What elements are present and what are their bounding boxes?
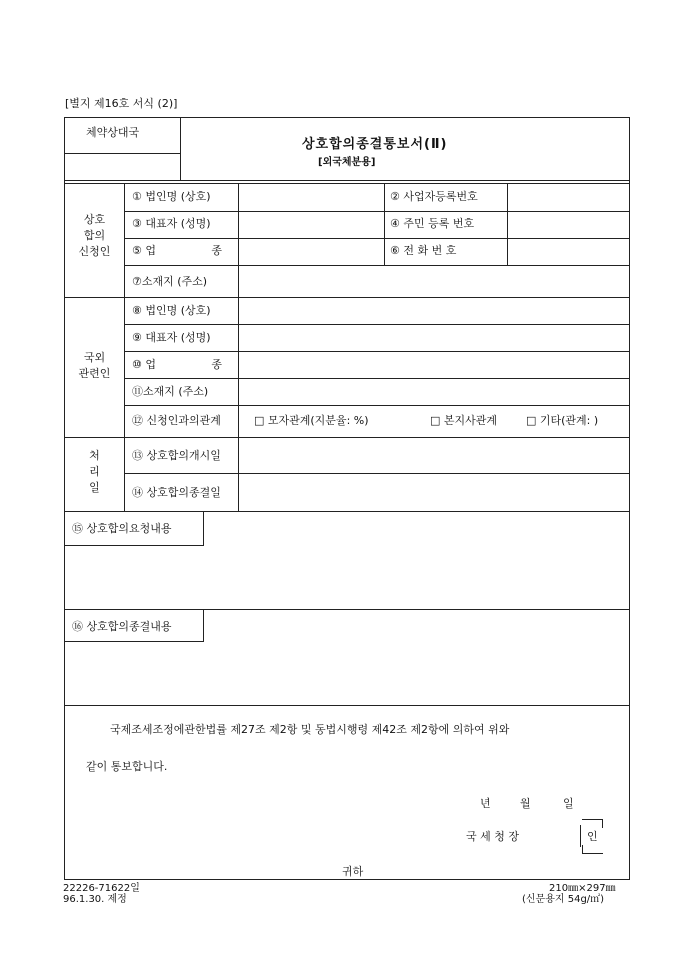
form-subtitle: [외국체분용] (318, 157, 376, 168)
applicant-business-type-label (132, 244, 222, 258)
applicant-corp-name-field[interactable] (239, 185, 384, 211)
applicant-resident-reg-label: ④ 주민 등록 번호 (390, 217, 475, 230)
treaty-country-label: 체약상대국 (86, 126, 140, 139)
row-line (124, 405, 630, 406)
foreign-relation-label: ⑫ 신청인과의관계 (132, 414, 221, 427)
applicant-corp-name-label: ① 법인명 (상호) (132, 190, 211, 203)
foreign-corp-name-field[interactable] (239, 298, 629, 324)
relation-option-hq-branch[interactable]: □ 본지사관계 (430, 414, 498, 427)
applicant-section-label (65, 212, 124, 260)
foreign-address-label: ⑪소재지 (주소) (132, 385, 209, 398)
foreign-corp-name-label: ⑧ 법인명 (상호) (132, 304, 211, 317)
applicant-representative-field[interactable] (239, 212, 384, 238)
seal-bracket-left (580, 825, 581, 847)
form-code-line-1: 22226-71622일 (63, 883, 140, 894)
applicant-phone-field[interactable] (508, 239, 629, 265)
paper-type: (신문용지 54g/㎡) (522, 894, 605, 905)
notice-line-1: 국제조세조정에관한법률 제27조 제2항 및 동법시행령 제42조 제2항에 의하여 위와 (110, 723, 510, 736)
label-line: 신청인 (78, 245, 111, 258)
applicant-biz-reg-label: ② 사업자등록번호 (390, 190, 478, 203)
addressee-label: 귀하 (342, 865, 364, 878)
label-line: 리 (89, 465, 100, 478)
seal-bracket-top (582, 819, 603, 828)
applicant-mid-divider (384, 184, 385, 265)
applicant-biz-reg-field[interactable] (508, 185, 629, 211)
applicant-resident-reg-field[interactable] (508, 212, 629, 238)
mutual-agreement-end-label: ⑭ 상호합의종결일 (132, 486, 221, 499)
label-part: 종 (211, 358, 222, 371)
applicant-phone-label: ⑥ 전 화 번 호 (390, 244, 457, 257)
seal-mark (580, 819, 606, 853)
paper-size: 210㎜×297㎜ (549, 883, 616, 894)
header-double-line-1 (65, 180, 630, 181)
label-part: ⑩ 업 (132, 358, 156, 371)
section-line (65, 705, 630, 706)
label-line: 일 (89, 481, 100, 494)
label-line: 관련인 (78, 367, 111, 380)
treaty-country-value[interactable] (65, 154, 180, 181)
form-code-line-2: 96.1.30. 제정 (63, 894, 127, 905)
seal-text: 인 (587, 830, 598, 843)
relation-option-parent-sub[interactable]: □ 모자관계(지분율: %) (254, 414, 369, 427)
label-line: 처 (89, 449, 100, 462)
foreign-business-type-label (132, 358, 222, 372)
label-part: ⑤ 업 (132, 244, 156, 257)
label-line: 합의 (83, 229, 106, 242)
foreign-address-field[interactable] (239, 379, 629, 405)
applicant-business-type-field[interactable] (239, 239, 384, 265)
issuer-label: 국 세 청 장 (466, 830, 519, 843)
mutual-agreement-start-label: ⑬ 상호합의개시일 (132, 449, 221, 462)
date-month-label: 월 (520, 797, 531, 810)
label-part: 종 (211, 244, 222, 257)
section-col-divider (124, 184, 125, 511)
foreign-section-label (65, 350, 124, 382)
header-divider (180, 118, 181, 181)
header-double-line-2 (65, 183, 630, 184)
mutual-agreement-start-field[interactable] (239, 438, 629, 473)
date-year-label: 년 (480, 797, 491, 810)
date-day-label: 일 (563, 797, 574, 810)
applicant-address-label: ⑦소재지 (주소) (132, 275, 208, 288)
request-content-label: ⑮ 상호합의요청내용 (72, 522, 172, 535)
form-number-label: [별지 제16호 서식 (2)] (65, 97, 178, 110)
foreign-representative-field[interactable] (239, 325, 629, 351)
foreign-business-type-field[interactable] (239, 352, 629, 378)
applicant-representative-label: ③ 대표자 (성명) (132, 217, 211, 230)
processing-section-label (65, 448, 124, 496)
conclusion-content-field[interactable] (65, 643, 629, 704)
conclusion-content-label: ⑯ 상호합의종결내용 (72, 620, 172, 633)
form-title: 상호합의종결통보서(Ⅱ) (302, 137, 448, 152)
label-line: 국외 (83, 351, 106, 364)
foreign-representative-label: ⑨ 대표자 (성명) (132, 331, 211, 344)
seal-bracket-bottom (582, 845, 603, 854)
label-line: 상호 (83, 213, 106, 226)
mutual-agreement-end-field[interactable] (239, 474, 629, 511)
relation-option-other[interactable]: □ 기타(관계: ) (526, 414, 599, 427)
notice-line-2: 같이 통보합니다. (86, 760, 168, 773)
request-content-field[interactable] (65, 546, 629, 608)
applicant-address-field[interactable] (239, 266, 629, 297)
